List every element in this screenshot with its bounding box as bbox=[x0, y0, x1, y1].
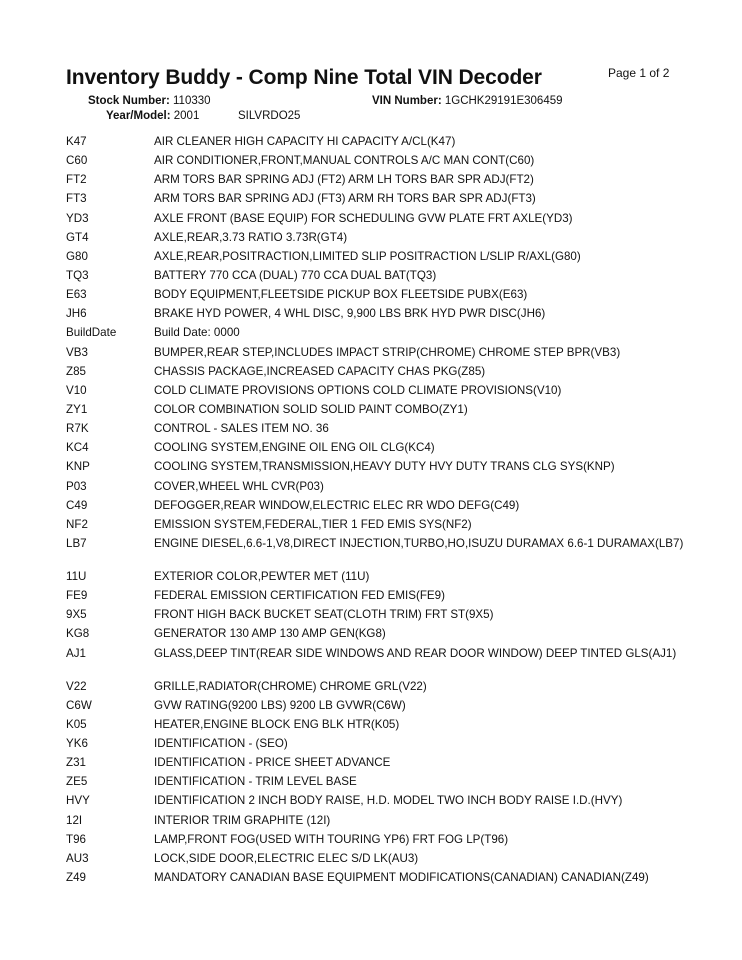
option-code: C60 bbox=[66, 154, 88, 168]
model-value: SILVRDO25 bbox=[238, 110, 301, 122]
option-description: FRONT HIGH BACK BUCKET SEAT(CLOTH TRIM) FRT ST(9X5) bbox=[154, 608, 494, 622]
option-code: FE9 bbox=[66, 589, 88, 603]
option-description: ENGINE DIESEL,6.6-1,V8,DIRECT INJECTION,TURBO,HO,ISUZU DURAMAX 6.6-1 DURAMAX(LB7) bbox=[154, 536, 684, 550]
option-description: ARM TORS BAR SPRING ADJ (FT3) ARM RH TORS BAR SPR ADJ(FT3) bbox=[154, 192, 536, 206]
option-description: IDENTIFICATION - PRICE SHEET ADVANCE bbox=[154, 756, 391, 770]
option-row bbox=[66, 286, 716, 305]
option-row bbox=[66, 606, 716, 625]
option-description: AIR CONDITIONER,FRONT,MANUAL CONTROLS A/C MAN CONT(C60) bbox=[154, 154, 535, 168]
option-code: V22 bbox=[66, 679, 87, 693]
year-model-label: Year/Model: bbox=[106, 110, 171, 122]
option-description: CHASSIS PACKAGE,INCREASED CAPACITY CHAS PKG(Z85) bbox=[154, 364, 486, 378]
option-row bbox=[66, 792, 716, 811]
option-description: GENERATOR 130 AMP 130 AMP GEN(KG8) bbox=[154, 627, 386, 641]
option-code: C49 bbox=[66, 498, 88, 512]
option-description: CONTROL - SALES ITEM NO. 36 bbox=[154, 422, 329, 436]
option-description: IDENTIFICATION 2 INCH BODY RAISE, H.D. MODEL TWO INCH BODY RAISE I.D.(HVY) bbox=[154, 794, 623, 808]
option-code: YD3 bbox=[66, 211, 89, 225]
option-row bbox=[66, 587, 716, 606]
option-row bbox=[66, 133, 716, 152]
option-code: 11U bbox=[66, 569, 87, 583]
option-description: MANDATORY CANADIAN BASE EQUIPMENT MODIFICATIONS(CANADIAN) CANADIAN(Z49) bbox=[154, 870, 649, 884]
vin-number-label: VIN Number: bbox=[372, 95, 442, 107]
year-model bbox=[106, 110, 199, 122]
option-code: E63 bbox=[66, 288, 87, 302]
option-row bbox=[66, 248, 716, 267]
option-code: KNP bbox=[66, 460, 90, 474]
option-code: AU3 bbox=[66, 851, 89, 865]
document-title: Inventory Buddy - Comp Nine Total VIN Decoder bbox=[66, 66, 542, 89]
option-code: FT2 bbox=[66, 173, 87, 187]
option-description: BUMPER,REAR STEP,INCLUDES IMPACT STRIP(CHROME) CHROME STEP BPR(VB3) bbox=[154, 345, 621, 359]
option-row bbox=[66, 344, 716, 363]
option-row bbox=[66, 363, 716, 382]
option-code: K05 bbox=[66, 717, 87, 731]
option-row bbox=[66, 324, 716, 343]
option-description: AIR CLEANER HIGH CAPACITY HI CAPACITY A/CL(K47) bbox=[154, 135, 456, 148]
option-code: ZE5 bbox=[66, 775, 88, 789]
option-description: AXLE,REAR,3.73 RATIO 3.73R(GT4) bbox=[154, 230, 348, 244]
option-description: BRAKE HYD POWER, 4 WHL DISC, 9,900 LBS BRK HYD PWR DISC(JH6) bbox=[154, 307, 546, 321]
option-row bbox=[66, 831, 716, 850]
option-row bbox=[66, 152, 716, 171]
option-description: COLOR COMBINATION SOLID SOLID PAINT COMBO(ZY1) bbox=[154, 402, 468, 416]
option-row bbox=[66, 869, 716, 888]
option-code: HVY bbox=[66, 794, 90, 808]
option-row bbox=[66, 458, 716, 477]
option-description: INTERIOR TRIM GRAPHITE (12I) bbox=[154, 813, 331, 827]
option-code: NF2 bbox=[66, 517, 88, 531]
option-description: EXTERIOR COLOR,PEWTER MET (11U) bbox=[154, 569, 370, 583]
vin-number-value: 1GCHK29191E306459 bbox=[444, 95, 563, 107]
option-row bbox=[66, 439, 716, 458]
stock-number-label: Stock Number: bbox=[88, 95, 170, 107]
option-description: COVER,WHEEL WHL CVR(P03) bbox=[154, 479, 324, 493]
option-row bbox=[66, 171, 716, 190]
option-code: Z49 bbox=[66, 870, 86, 884]
option-description: ARM TORS BAR SPRING ADJ (FT2) ARM LH TORS BAR SPR ADJ(FT2) bbox=[154, 173, 534, 187]
option-row bbox=[66, 678, 716, 697]
option-code: GT4 bbox=[66, 230, 89, 244]
option-code: R7K bbox=[66, 422, 89, 436]
page-number: Page 1 of 2 bbox=[608, 66, 670, 80]
option-row bbox=[66, 754, 716, 773]
option-description: BATTERY 770 CCA (DUAL) 770 CCA DUAL BAT(TQ3) bbox=[154, 268, 437, 282]
option-code: P03 bbox=[66, 479, 87, 493]
option-row bbox=[66, 812, 716, 831]
option-code: AJ1 bbox=[66, 646, 86, 660]
option-row bbox=[66, 645, 716, 678]
option-row bbox=[66, 697, 716, 716]
option-row bbox=[66, 267, 716, 286]
option-code: LB7 bbox=[66, 536, 87, 550]
option-code: Z31 bbox=[66, 756, 86, 770]
option-description: IDENTIFICATION - (SEO) bbox=[154, 736, 288, 750]
option-description: LOCK,SIDE DOOR,ELECTRIC ELEC S/D LK(AU3) bbox=[154, 851, 419, 865]
option-description: LAMP,FRONT FOG(USED WITH TOURING YP6) FRT FOG LP(T96) bbox=[154, 832, 509, 846]
year-value: 2001 bbox=[173, 110, 200, 122]
option-code: C6W bbox=[66, 698, 92, 712]
option-code: BuildDate bbox=[66, 326, 117, 340]
option-code: YK6 bbox=[66, 736, 88, 750]
option-row bbox=[66, 773, 716, 792]
option-row bbox=[66, 850, 716, 869]
option-code: 9X5 bbox=[66, 608, 87, 622]
option-description: GVW RATING(9200 LBS) 9200 LB GVWR(C6W) bbox=[154, 698, 406, 712]
option-description: FEDERAL EMISSION CERTIFICATION FED EMIS(FE9) bbox=[154, 589, 445, 603]
option-code: V10 bbox=[66, 383, 87, 397]
option-row bbox=[66, 210, 716, 229]
option-description: Build Date: 0000 bbox=[154, 326, 240, 340]
option-description: EMISSION SYSTEM,FEDERAL,TIER 1 FED EMIS SYS(NF2) bbox=[154, 517, 472, 531]
option-code: ZY1 bbox=[66, 402, 88, 416]
option-row bbox=[66, 735, 716, 754]
option-code: JH6 bbox=[66, 307, 87, 321]
option-row bbox=[66, 716, 716, 735]
option-row bbox=[66, 382, 716, 401]
option-row bbox=[66, 401, 716, 420]
option-description: BODY EQUIPMENT,FLEETSIDE PICKUP BOX FLEETSIDE PUBX(E63) bbox=[154, 288, 528, 302]
option-code: T96 bbox=[66, 832, 86, 846]
option-description: AXLE,REAR,POSITRACTION,LIMITED SLIP POSITRACTION L/SLIP R/AXL(G80) bbox=[154, 249, 581, 263]
option-description: GRILLE,RADIATOR(CHROME) CHROME GRL(V22) bbox=[154, 679, 427, 693]
option-description: HEATER,ENGINE BLOCK ENG BLK HTR(K05) bbox=[154, 717, 400, 731]
option-row bbox=[66, 625, 716, 644]
option-code: 12I bbox=[66, 813, 83, 827]
option-row bbox=[66, 420, 716, 439]
option-code: VB3 bbox=[66, 345, 88, 359]
option-code: TQ3 bbox=[66, 268, 89, 282]
option-description: IDENTIFICATION - TRIM LEVEL BASE bbox=[154, 775, 357, 789]
stock-number bbox=[88, 95, 211, 107]
option-row bbox=[66, 497, 716, 516]
option-row bbox=[66, 478, 716, 497]
option-row bbox=[66, 190, 716, 209]
option-code: Z85 bbox=[66, 364, 86, 378]
option-code-list bbox=[66, 133, 716, 888]
option-description: COLD CLIMATE PROVISIONS OPTIONS COLD CLIMATE PROVISIONS(V10) bbox=[154, 383, 562, 397]
option-row bbox=[66, 516, 716, 535]
option-code: KC4 bbox=[66, 441, 89, 455]
option-description: COOLING SYSTEM,TRANSMISSION,HEAVY DUTY HVY DUTY TRANS CLG SYS(KNP) bbox=[154, 460, 615, 474]
option-description: COOLING SYSTEM,ENGINE OIL ENG OIL CLG(KC4) bbox=[154, 441, 435, 455]
option-code: FT3 bbox=[66, 192, 87, 206]
option-row bbox=[66, 568, 716, 587]
option-description: GLASS,DEEP TINT(REAR SIDE WINDOWS AND REAR DOOR WINDOW) DEEP TINTED GLS(AJ1) bbox=[154, 646, 677, 660]
option-row bbox=[66, 229, 716, 248]
option-description: AXLE FRONT (BASE EQUIP) FOR SCHEDULING GVW PLATE FRT AXLE(YD3) bbox=[154, 211, 573, 225]
option-code: KG8 bbox=[66, 627, 90, 641]
vin-number bbox=[372, 95, 563, 107]
option-description: DEFOGGER,REAR WINDOW,ELECTRIC ELEC RR WDO DEFG(C49) bbox=[154, 498, 520, 512]
stock-number-value: 110330 bbox=[173, 95, 211, 107]
option-code: K47 bbox=[66, 135, 87, 148]
option-row bbox=[66, 305, 716, 324]
option-code: G80 bbox=[66, 249, 88, 263]
option-row bbox=[66, 535, 716, 568]
